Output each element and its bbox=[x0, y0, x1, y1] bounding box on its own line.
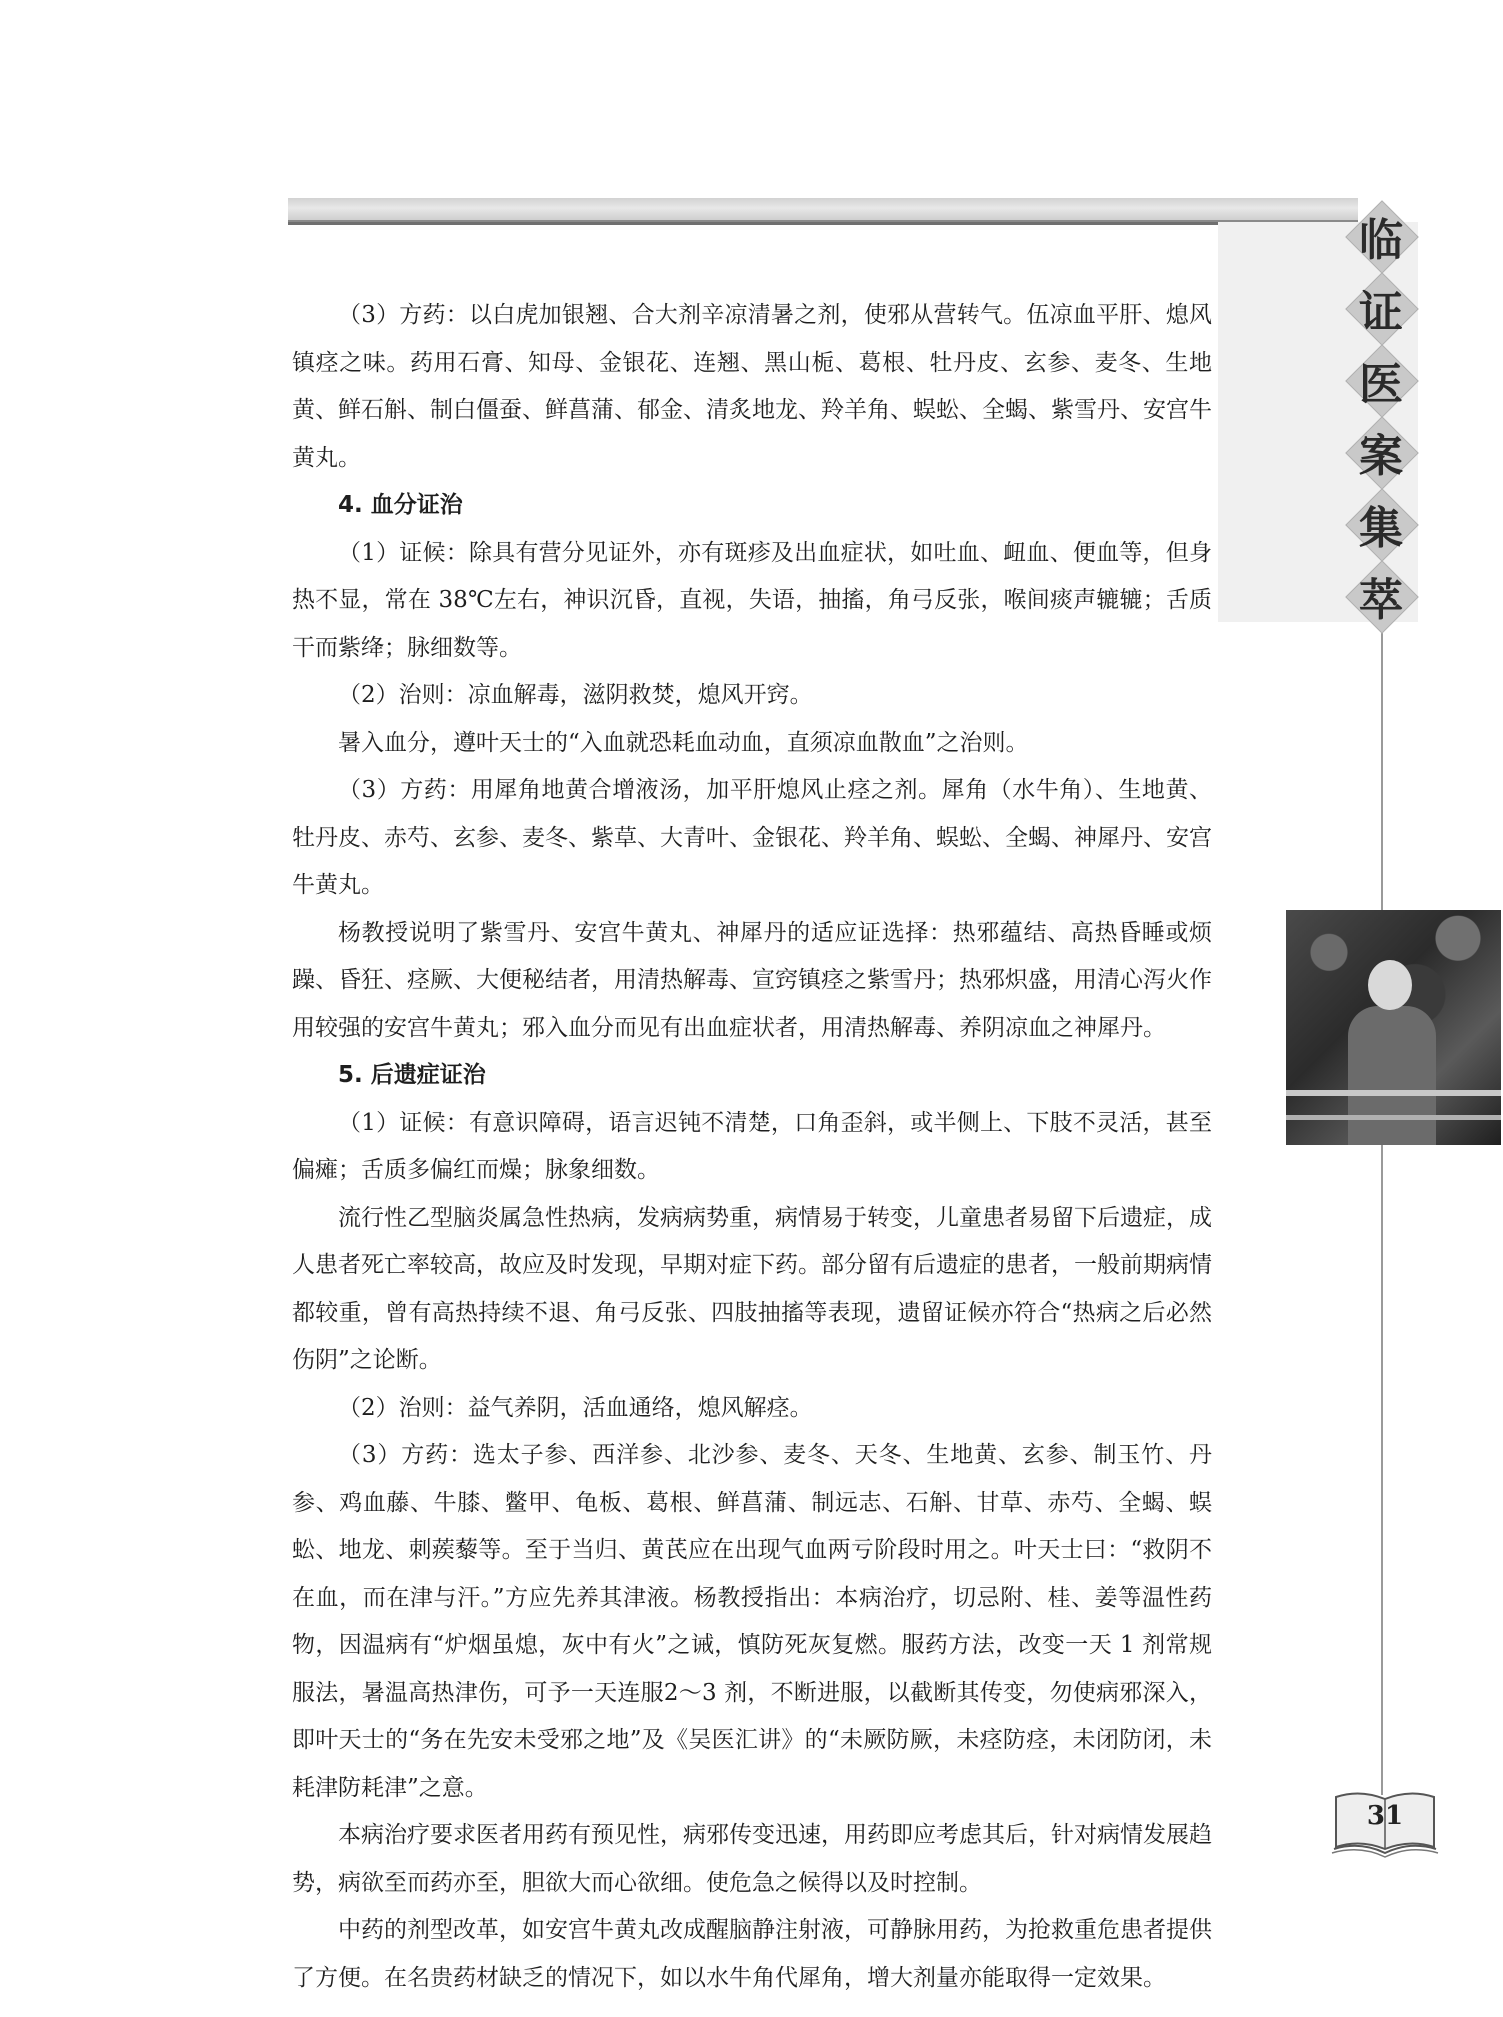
photo-person-head bbox=[1368, 960, 1412, 1010]
header-bar bbox=[288, 198, 1358, 222]
page-number: 31 bbox=[1366, 1801, 1404, 1831]
sidebar-rule bbox=[1381, 610, 1383, 1795]
paragraph: （2）治则：益气养阴，活血通络，熄风解痉。 bbox=[338, 1394, 813, 1421]
title-char: 集 bbox=[1340, 488, 1422, 560]
paragraph: 暑入血分，遵叶天士的“入血就恐耗血动血，直须凉血散血”之治则。 bbox=[338, 729, 1029, 756]
section-heading: 5. 后遗症证治 bbox=[338, 1062, 486, 1088]
paragraph: 本病治疗要求医者用药有预见性，病邪传变迅速，用药即应考虑其后，针对病情发展趋势，病欲至而药亦至，胆欲大而心欲细。使危急之候得以及时控制。 bbox=[292, 1822, 1212, 1896]
paragraph: 流行性乙型脑炎属急性热病，发病病势重，病情易于转变，儿童患者易留下后遗症，成人患者死亡率较高，故应及时发现，早期对症下药。部分留有后遗症的患者，一般前期病情都较重，曾有高热持续不退、角弓反张、四肢抽搐等表现，遗留证候亦符合“热病之后必然伤阴”之论断。 bbox=[292, 1204, 1212, 1373]
title-char: 证 bbox=[1340, 272, 1422, 344]
page-number-badge bbox=[1330, 1785, 1440, 1861]
portrait-photo bbox=[1286, 910, 1501, 1145]
title-char: 萃 bbox=[1340, 560, 1422, 632]
paragraph: （3）方药：用犀角地黄合增液汤，加平肝熄风止痉之剂。犀角（水牛角）、生地黄、牡丹皮、赤芍、玄参、麦冬、紫草、大青叶、金银花、羚羊角、蜈蚣、全蝎、神犀丹、安宫牛黄丸。 bbox=[292, 777, 1212, 898]
header-rule bbox=[288, 222, 1358, 225]
paragraph: （2）治则：凉血解毒，滋阴救焚，熄风开窍。 bbox=[338, 682, 813, 708]
paragraph: （1）证候：有意识障碍，语言迟钝不清楚，口角歪斜，或半侧上、下肢不灵活，甚至偏瘫；舌质多偏红而燥；脉象细数。 bbox=[292, 1109, 1212, 1183]
paragraph: （3）方药：选太子参、西洋参、北沙参、麦冬、天冬、生地黄、玄参、制玉竹、丹参、鸡血藤、牛膝、鳖甲、龟板、葛根、鲜菖蒲、制远志、石斛、甘草、赤芍、全蝎、蜈蚣、地龙、刺蒺藜等。至于当归、黄芪应在出现气血两亏阶段时用之。叶天士曰：“救阴不在血，而在津与汗。”方应先养其津液。杨教授指出：本病治疗，切忌附、桂、姜等温性药物，因温病有“炉烟虽熄，灰中有火”之诫，慎防死灰复燃。服药方法，改变一天 1 剂常规服法，暑温高热津伤，可予一天连服2～3 剂，不断进服，以截断其传变，勿使病邪深入，即叶天士的“务在先安未受邪之地”及《吴医汇讲》的“未厥防厥，未痉防痉，未闭防闭，未耗津防耗津”之意。 bbox=[292, 1442, 1212, 1801]
photo-railing bbox=[1286, 1115, 1501, 1120]
photo-person-body bbox=[1348, 1006, 1436, 1145]
title-char: 医 bbox=[1340, 344, 1422, 416]
photo-railing bbox=[1286, 1090, 1501, 1096]
book-title-vertical bbox=[1340, 200, 1422, 632]
paragraph: 中药的剂型改革，如安宫牛黄丸改成醒脑静注射液，可静脉用药，为抢救重危患者提供了方便。在名贵药材缺乏的情况下，如以水牛角代犀角，增大剂量亦能取得一定效果。 bbox=[292, 1917, 1212, 1991]
paragraph: 杨教授说明了紫雪丹、安宫牛黄丸、神犀丹的适应证选择：热邪蕴结、高热昏睡或烦躁、昏狂、痉厥、大便秘结者，用清热解毒、宣窍镇痉之紫雪丹；热邪炽盛，用清心泻火作用较强的安宫牛黄丸；邪入血分而见有出血症状者，用清热解毒、养阴凉血之神犀丹。 bbox=[292, 919, 1212, 1041]
section-heading: 4. 血分证治 bbox=[338, 492, 463, 518]
body-text bbox=[292, 292, 1212, 2002]
title-char: 临 bbox=[1340, 200, 1422, 272]
paragraph: （1）证候：除具有营分见证外，亦有斑疹及出血症状，如吐血、衄血、便血等，但身热不显，常在 38℃左右，神识沉昏，直视，失语，抽搐，角弓反张，喉间痰声辘辘；舌质干而紫绛；脉细数等。 bbox=[292, 539, 1212, 661]
title-char: 案 bbox=[1340, 416, 1422, 488]
paragraph: （3）方药：以白虎加银翘、合大剂辛凉清暑之剂，使邪从营转气。伍凉血平肝、熄风镇痉之味。药用石膏、知母、金银花、连翘、黑山栀、葛根、牡丹皮、玄参、麦冬、生地黄、鲜石斛、制白僵蚕、鲜菖蒲、郁金、清炙地龙、羚羊角、蜈蚣、全蝎、紫雪丹、安宫牛黄丸。 bbox=[292, 302, 1212, 471]
